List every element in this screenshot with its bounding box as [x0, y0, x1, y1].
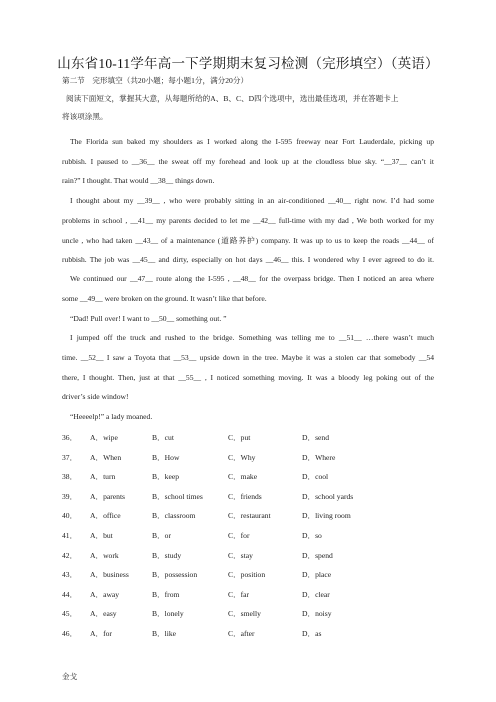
- option-b: B．study: [152, 550, 182, 560]
- passage-line: time. __52__ I saw a Toyota that __53__ upside down in the tree. Maybe it was a stolen car that somebody __54: [62, 353, 434, 362]
- option-row: [62, 530, 442, 540]
- passage-line: rubbish. The job was __45__ and dirty, especially on hot days __46__ this. I wondered why I ever agreed to do it.: [62, 255, 434, 264]
- question-number: 38．: [62, 472, 78, 482]
- question-number: 42．: [62, 550, 78, 560]
- question-number: 46．: [62, 629, 78, 638]
- option-b: B．How: [152, 452, 180, 462]
- option-b: B．from: [152, 589, 180, 599]
- option-d: D．clear: [302, 589, 330, 599]
- option-row: [62, 550, 442, 560]
- passage-line: rubbish. I paused to __36__ the sweat off my forehead and look up at the cloudless blue sky. “__37__ can’t it: [62, 157, 434, 166]
- passage-line: “Heeeelp!” a lady moaned.: [70, 412, 153, 421]
- option-row: [62, 471, 442, 481]
- option-d: D．so: [302, 531, 322, 540]
- passage-line: The Florida sun baked my shoulders as I worked along the I-595 freeway near Fort Lauderdale, picking up: [70, 137, 434, 146]
- question-number: 45．: [62, 609, 78, 619]
- instructions-line-1: 阅读下面短文，掌握其大意，从每题所给的A、B、C、D四个选项中，选出最佳选项，并在答题卡上: [66, 94, 399, 103]
- question-number: 39．: [62, 491, 78, 501]
- question-number: 37．: [62, 452, 78, 462]
- option-row: [62, 510, 442, 520]
- option-d: D．living room: [302, 511, 351, 521]
- option-row: [62, 608, 442, 618]
- option-b: B．like: [152, 629, 177, 638]
- option-c: C．after: [228, 629, 255, 638]
- option-d: D．noisy: [302, 609, 332, 619]
- option-d: D．as: [302, 629, 322, 638]
- option-c: C．make: [228, 472, 258, 482]
- option-row: [62, 628, 442, 638]
- option-d: D．cool: [302, 472, 329, 482]
- passage-line: driver’s side window!: [62, 392, 129, 401]
- option-a: A．away: [90, 589, 120, 599]
- passage-line: rain?” I thought. That would __38__ things down.: [62, 176, 215, 185]
- option-a: A．business: [90, 570, 129, 580]
- passage-line: “Dad! Pull over! I want to __50__ something out. ”: [70, 314, 227, 323]
- page-title: 山东省10-11学年高一下学期期末复习检测（完形填空）（英语）: [57, 56, 439, 71]
- option-c: C．smelly: [228, 609, 261, 619]
- option-a: A．for: [90, 629, 112, 638]
- question-number: 43．: [62, 570, 78, 580]
- option-c: C．Why: [228, 452, 256, 462]
- option-a: A．but: [90, 531, 113, 540]
- option-b: B．keep: [152, 472, 179, 482]
- option-row: [62, 491, 442, 501]
- passage-line: problems in school , __41__ my parents decided to let me __42__ full-time with my dad , We both worked for my: [62, 216, 434, 225]
- option-d: D．send: [302, 433, 329, 442]
- passage-line: I jumped off the truck and rushed to the bridge. Something was telling me to __51__ …there wasn’t much: [70, 333, 434, 342]
- footer-mark: 金戈: [62, 672, 78, 681]
- passage-line: some __49__ were broken on the ground. It wasn’t like that before.: [62, 294, 267, 303]
- option-b: B．cut: [152, 433, 174, 442]
- option-a: A．When: [90, 452, 122, 462]
- option-a: A．office: [90, 511, 121, 521]
- option-c: C．position: [228, 570, 266, 580]
- question-number: 41．: [62, 531, 78, 540]
- passage-line: uncle , who had taken __43__ of a maintenance (道路养护) company. It was up to us to keep the roads __44__ of: [62, 236, 434, 245]
- option-c: C．friends: [228, 491, 262, 501]
- option-d: D．school yards: [302, 491, 354, 501]
- option-b: B．classroom: [152, 511, 196, 521]
- option-c: C．restaurant: [228, 511, 271, 521]
- option-row: [62, 432, 442, 442]
- option-b: B．school times: [152, 491, 203, 501]
- option-a: A．turn: [90, 472, 116, 482]
- question-number: 36．: [62, 433, 78, 442]
- option-c: C．put: [228, 433, 251, 442]
- option-c: C．stay: [228, 550, 253, 560]
- option-a: A．work: [90, 550, 119, 560]
- option-c: C．for: [228, 531, 250, 540]
- option-b: B．or: [152, 531, 171, 540]
- option-d: D．Where: [302, 452, 336, 462]
- option-row: [62, 589, 442, 599]
- passage-line: there, I thought. Then, just at that __55__ , I noticed something moving. It was a bloody leg poking out of the: [62, 373, 434, 382]
- instructions-line-2: 将该项涂黑。: [62, 112, 108, 121]
- option-a: A．easy: [90, 609, 117, 619]
- option-a: A．parents: [90, 491, 126, 501]
- option-b: B．possession: [152, 570, 198, 580]
- option-b: B．lonely: [152, 609, 184, 619]
- option-d: D．place: [302, 570, 332, 580]
- option-c: C．far: [228, 589, 250, 599]
- passage-line: We continued our __47__ route along the I-595 , __48__ for the overpass bridge. Then I noticed an area where: [70, 274, 434, 283]
- question-number: 44．: [62, 589, 78, 599]
- section-heading: 第二节 完形填空（共20小题；每小题1分，满分20分）: [62, 76, 249, 85]
- passage-line: I thought about my __39__ , who were probably sitting in an air-conditioned __40__ right now. I’d had some: [70, 196, 434, 205]
- option-row: [62, 452, 442, 462]
- option-d: D．spend: [302, 550, 333, 560]
- option-a: A．wipe: [90, 433, 118, 442]
- question-number: 40．: [62, 511, 78, 521]
- option-row: [62, 569, 442, 579]
